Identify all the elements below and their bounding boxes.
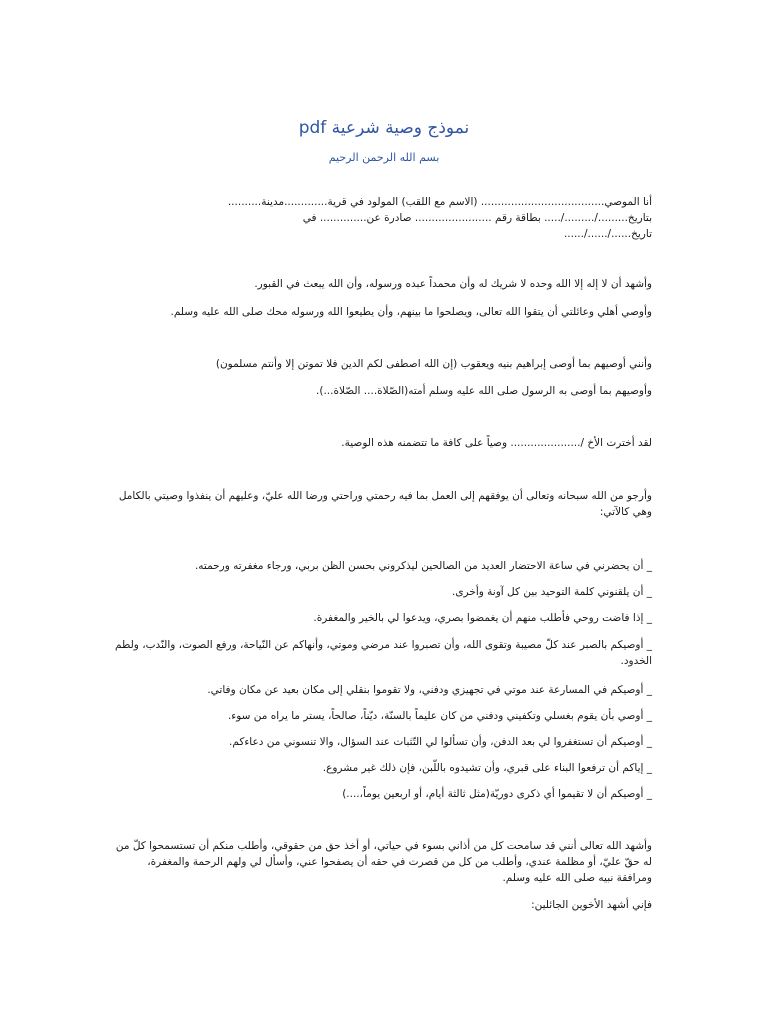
paragraph-ibrahim: وأنني أوصيهم بما أوصى إبراهيم بنيه ويعقوب (إن الله اصطفى لكم الدين فلا تموتن إلا وأنتم مسلمون): [215, 358, 652, 370]
list-item: _ أوصي بأن يقوم بغسلي وتكفيني ودفني من كان عليماً بالسنّة، ديّناً، صالحاً، يستر ما يراه من سوء.: [227, 710, 652, 722]
list-item: _ أوصيكم أن لا تقيموا أي ذكرى دوريّة(مثل ثالثة أيام، أو اربعين يوماً،....): [342, 788, 652, 800]
list-item: _ إذا فاضت روحي فأطلب منهم أن يغمضوا بصري، ويدعوا لي بالخير والمغفرة.: [313, 612, 652, 624]
paragraph-forgiveness: وأشهد الله تعالى أنني قد سامحت كل من أذاني بسوء في حياتي، أو أخذ حق من حقوقي، وأطلب منكم أن تستسمحوا كلّ من له حقّ عليّ، أو مظلمة عندي، وأطلب من كل من قصرت في حقه أن يصفحوا عني، وأسأل لي ولهم الرحمة والمغفرة، ومرافقة نبيه صلى الله عليه وسلم.: [115, 840, 652, 884]
paragraph-family-advice: وأوصي أهلي وعائلتي أن يتقوا الله تعالى، ويصلحوا ما بينهم، وأن يطيعوا الله ورسوله محك صلى الله عليه وسلم.: [170, 306, 652, 318]
paragraph-request: وأرجو من الله سبحانه وتعالى أن يوفقهم إلى العمل بما فيه رحمتي وراحتي ورضا الله عليّ، وعليهم أن ينفذوا وصيتي بالكامل وهي كالآتي:: [118, 490, 652, 518]
list-item: _ أوصيكم في المسارعة عند موتي في تجهيزي ودفني، ولا تقوموا بنقلي إلى مكان بعيد عن مكان وفاتي.: [207, 684, 652, 696]
paragraph-executor: لقد أخترت الأخ /..................... وصياً على كافة ما تتضمنه هذه الوصية.: [341, 437, 652, 449]
paragraph-witnesses: فإني أشهد الأخوين الجائلين:: [531, 899, 652, 911]
list-item: _ أوصيكم أن تستغفروا لي بعد الدفن، وأن تسألوا لي التّثبات عند السؤال، والا تنسوني من دعاءكم.: [229, 736, 652, 748]
document-title: نموذج وصية شرعية pdf: [298, 118, 470, 138]
header-line-name: أنا الموصي..................................... (الاسم مع اللقب) المولود في قرية.............مدينة..........: [227, 196, 652, 208]
list-item: _ أن يلقنوني كلمة التوحيد بين كل آونة وأخرى.: [451, 586, 652, 598]
paragraph-testimony: وأشهد أن لا إله إلا الله وحده لا شريك له وأن محمداً عبده ورسوله، وأن الله يبعث في القبور.: [254, 278, 652, 290]
list-item: _ إياكم أن ترفعوا البناء على قبري، وأن تشيدوه باللّبن، فإن ذلك غير مشروع.: [322, 762, 652, 774]
paragraph-prayer: وأوصيهم بما أوصى به الرسول صلى الله عليه وسلم أمته(الصّلاة.... الصّلاة...).: [316, 385, 652, 397]
list-item: _ أوصيكم بالصبر عند كلّ مصيبة وتقوى الله، وأن تصبروا عند مرضي وموتي، وأنهاكم عن النّياحة، ورفع الصوت، والنّدب، ولطم الخدود.: [115, 639, 652, 667]
header-line-id: بتاريخ........./........./..... بطاقة رقم ....................... صادرة عن.............. في: [302, 212, 652, 224]
list-item: _ أن يحضرني في ساعة الاحتضار العديد من الصالحين ليذكروني بحسن الظن بربي، ورجاء مغفرته ورحمته.: [194, 560, 652, 572]
header-line-date: تاريخ....../....../......: [563, 228, 652, 240]
basmala-subtitle: بسم الله الرحمن الرحيم: [328, 151, 440, 164]
